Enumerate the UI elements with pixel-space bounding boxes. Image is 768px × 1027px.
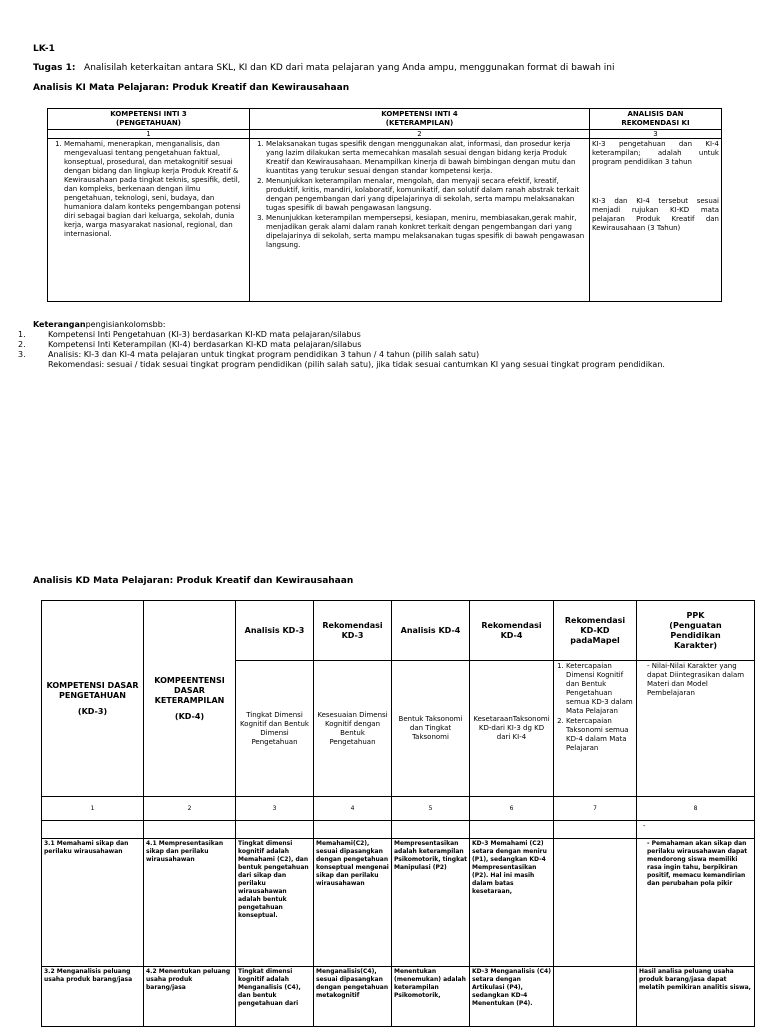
ki-table xyxy=(47,108,722,302)
table-row xyxy=(42,967,755,1027)
kd3-cell: 3.1 Memahami sikap dan perilaku wirausahawan xyxy=(42,839,144,967)
analysis-header: ANALISIS DAN REKOMENDASI KI xyxy=(590,109,722,130)
rekomendasi-kd4-cell: KD-3 Memahami (C2) setara dengan meniru (P1), sedangkan KD-4 Mempresentasikan (P2). Hal ini masih dalam batas kesetaraan, xyxy=(470,839,554,967)
ki3-header: KOMPETENSI INTI 3 (PENGETAHUAN) xyxy=(48,109,250,130)
analysis-text-2: KI-3 dan KI-4 tersebut sesuai menjadi rujukan KI-KD mata pelajaran Produk Kreatif dan Kewirausahaan (3 Tahun) xyxy=(592,197,719,232)
analysis-text-1: KI-3 pengetahuan dan KI-4 keterampilan; adalah untuk program pendidikan 3 tahun xyxy=(592,140,719,166)
kd-col-number: 1 xyxy=(42,797,144,821)
rekomendasi-kd3-cell: Menganalisis(C4), sesuai dipasangkan dengan pengetahuan metakognitif xyxy=(314,967,392,1027)
rekomendasi-kd3-header: Rekomendasi KD-3 xyxy=(314,601,392,661)
notes-suffix: pengisiankolomsbb: xyxy=(85,320,166,329)
kd-table xyxy=(41,600,755,1027)
note-recommendation: Rekomendasi: sesuai / tidak sesuai tingkat program pendidikan (pilih salah satu), jika tidak sesuai cantumkan KI yang sesuai tingkat program pendidikan. xyxy=(48,360,665,369)
ppk-cell: Hasil analisa peluang usaha produk barang/jasa dapat melatih pemikiran analitis siswa, xyxy=(637,967,755,1027)
ki4-item: 1. Melaksanakan tugas spesifik dengan menggunakan alat, informasi, dan prosedur kerja yang lazim dilakukan serta memecahkan masalah sesuai dengan bidang kerja Produk Kreatif dan Kewirausahaan. Menampilkan kinerja di bawah bimbingan dengan mutu dan kuantitas yang terukur sesuai dengan standar kompetensi kerja. xyxy=(266,140,587,176)
ki3-item: 1. Memahami, menerapkan, menganalisis, dan mengevaluasi tentang pengetahuan faktual, konseptual, prosedural, dan metakognitif sesuai dengan bidang dan lingkup kerja Produk Kreatif & Kewirausahaan pada tingkat teknis, spesifik, detil, dan kompleks, berkenaan dengan ilmu pengetahuan, teknologi, seni, budaya, dan humaniora dalam konteks pengembangan potensi diri sebagai bagian dari keluarga, sekolah, dunia kerja, warga masyarakat nasional, regional, dan internasional. xyxy=(64,140,247,239)
ki4-content xyxy=(250,139,590,302)
note-item: 2. Kompetensi Inti Keterampilan (KI-4) berdasarkan KI-KD mata pelajaran/silabus xyxy=(18,340,362,349)
rekomendasi-mapel-cell xyxy=(554,967,637,1027)
kd-heading: Analisis KD Mata Pelajaran: Produk Kreatif dan Kewirausahaan xyxy=(33,576,354,586)
kd-header-row xyxy=(42,601,755,661)
ki-content-row xyxy=(48,139,722,302)
rekomendasi-mapel-header: Rekomendasi KD-KD padaMapel xyxy=(554,601,637,661)
rekomendasi-kd4-cell: KD-3 Menganalisis (C4) setara dengan Artikulasi (P4), sedangkan KD-4 Menentukan (P4). xyxy=(470,967,554,1027)
ppk-dash: - xyxy=(637,821,755,839)
kd-col-number: 4 xyxy=(314,797,392,821)
rekomendasi-kd3-cell: Memahami(C2), sesuai dipasangkan dengan pengetahuan konseptual mengenai sikap dan perilaku wirausahawan xyxy=(314,839,392,967)
worksheet-label: LK-1 xyxy=(33,44,55,54)
kd3-cell: 3.2 Menganalisis peluang usaha produk barang/jasa xyxy=(42,967,144,1027)
ki4-header: KOMPETENSI INTI 4 (KETERAMPILAN) xyxy=(250,109,590,130)
ki-analysis-content xyxy=(590,139,722,302)
ki-col-number: 2 xyxy=(250,130,590,139)
kd-col-number: 8 xyxy=(637,797,755,821)
kd-number-row xyxy=(42,797,755,821)
kd-col-number: 3 xyxy=(236,797,314,821)
ki-col-number: 1 xyxy=(48,130,250,139)
rekomendasi-kd4-header: Rekomendasi KD-4 xyxy=(470,601,554,661)
kd4-cell: 4.2 Menentukan peluang usaha produk barang/jasa xyxy=(144,967,236,1027)
ppk-header: PPK (Penguatan Pendidikan Karakter) xyxy=(637,601,755,661)
analisis-kd4-desc: Bentuk Taksonomi dan Tingkat Taksonomi xyxy=(392,661,470,797)
ppk-desc: - Nilai-Nilai Karakter yang dapat Diintegrasikan dalam Materi dan Model Pembelajaran xyxy=(637,661,755,797)
rekomendasi-mapel-cell xyxy=(554,839,637,967)
analisis-kd3-cell: Tingkat dimensi kognitif adalah Menganalisis (C4), dan bentuk pengetahuan dari xyxy=(236,967,314,1027)
kd-col-number: 2 xyxy=(144,797,236,821)
analisis-kd4-cell: Menentukan (menemukan) adalah keterampilan Psikomotorik, xyxy=(392,967,470,1027)
kd-spacer-row xyxy=(42,821,755,839)
ppk-cell: - Pemahaman akan sikap dan perilaku wirausahawan dapat mendorong siswa memiliki rasa ingin tahu, berpikiran positif, memacu kemandirian dan perubahan pola pikir xyxy=(637,839,755,967)
rekomendasi-kd4-desc: KesetaraanTaksonomi KD-dari KI-3 dg KD dari KI-4 xyxy=(470,661,554,797)
analisis-kd4-header: Analisis KD-4 xyxy=(392,601,470,661)
ki-header-row xyxy=(48,109,722,130)
ki4-item: 3. Menunjukkan keterampilan mempersepsi, kesiapan, meniru, membiasakan,gerak mahir, menjadikan gerak alami dalam ranah konkret terkait dengan pengembangan dari yang dipelajarinya di sekolah, serta mampu melaksanakan tugas spesifik di bawah pengawasan langsung. xyxy=(266,214,587,250)
ki-number-row xyxy=(48,130,722,139)
kd4-header: KOMPEENTENSI DASAR KETERAMPILAN (KD-4) xyxy=(144,601,236,797)
note-item: 1. Kompetensi Inti Pengetahuan (KI-3) berdasarkan KI-KD mata pelajaran/silabus xyxy=(18,330,361,339)
kd-col-number: 7 xyxy=(554,797,637,821)
ki-col-number: 3 xyxy=(590,130,722,139)
table-row xyxy=(42,839,755,967)
note-item: 3. Analisis: KI-3 dan KI-4 mata pelajaran untuk tingkat program pendidikan 3 tahun / 4 tahun (pilih salah satu) xyxy=(18,350,480,359)
task-text: Analisilah keterkaitan antara SKL, KI dan KD dari mata pelajaran yang Anda ampu, menggunakan format di bawah ini xyxy=(84,63,615,73)
rekomendasi-mapel-desc: 1. Ketercapaian Dimensi Kognitif dan Bentuk Pengetahuan semua KD-3 dalam Mata Pelajaran 2. Ketercapaian Taksonomi semua KD-4 dalam Mata Pelajaran xyxy=(554,661,637,797)
ki-heading: Analisis KI Mata Pelajaran: Produk Kreatif dan Kewirausahaan xyxy=(33,83,350,93)
kd-col-number: 5 xyxy=(392,797,470,821)
kd4-cell: 4.1 Mempresentasikan sikap dan perilaku wirausahawan xyxy=(144,839,236,967)
kd3-header: KOMPETENSI DASAR PENGETAHUAN (KD-3) xyxy=(42,601,144,797)
analisis-kd3-cell: Tingkat dimensi kognitif adalah Memahami (C2), dan bentuk pengetahuan dari sikap dan perilaku wirausahawan adalah bentuk pengetahuan konseptual. xyxy=(236,839,314,967)
task-line xyxy=(33,63,615,74)
notes-section xyxy=(18,320,748,370)
ki4-item: 2. Menunjukkan keterampilan menalar, mengolah, dan menyaji secara efektif, kreatif, produktif, kritis, mandiri, kolaboratif, komunikatif, dan solutif dalam ranah abstrak terkait dengan pengembangan dari yang dipelajarinya di sekolah, serta mampu melaksanakan tugas spesifik di bawah pengawasan langsung. xyxy=(266,177,587,213)
analisis-kd3-desc: Tingkat Dimensi Kognitif dan Bentuk Dimensi Pengetahuan xyxy=(236,661,314,797)
notes-label: Keterangan xyxy=(33,320,86,329)
ki3-content xyxy=(48,139,250,302)
kd-col-number: 6 xyxy=(470,797,554,821)
analisis-kd4-cell: Mempresentasikan adalah keterampilan Psikomotorik, tingkat Manipulasi (P2) xyxy=(392,839,470,967)
rekomendasi-kd3-desc: Kesesuaian Dimensi Kognitif dengan Bentuk Pengetahuan xyxy=(314,661,392,797)
task-label: Tugas 1: xyxy=(33,63,76,73)
analisis-kd3-header: Analisis KD-3 xyxy=(236,601,314,661)
